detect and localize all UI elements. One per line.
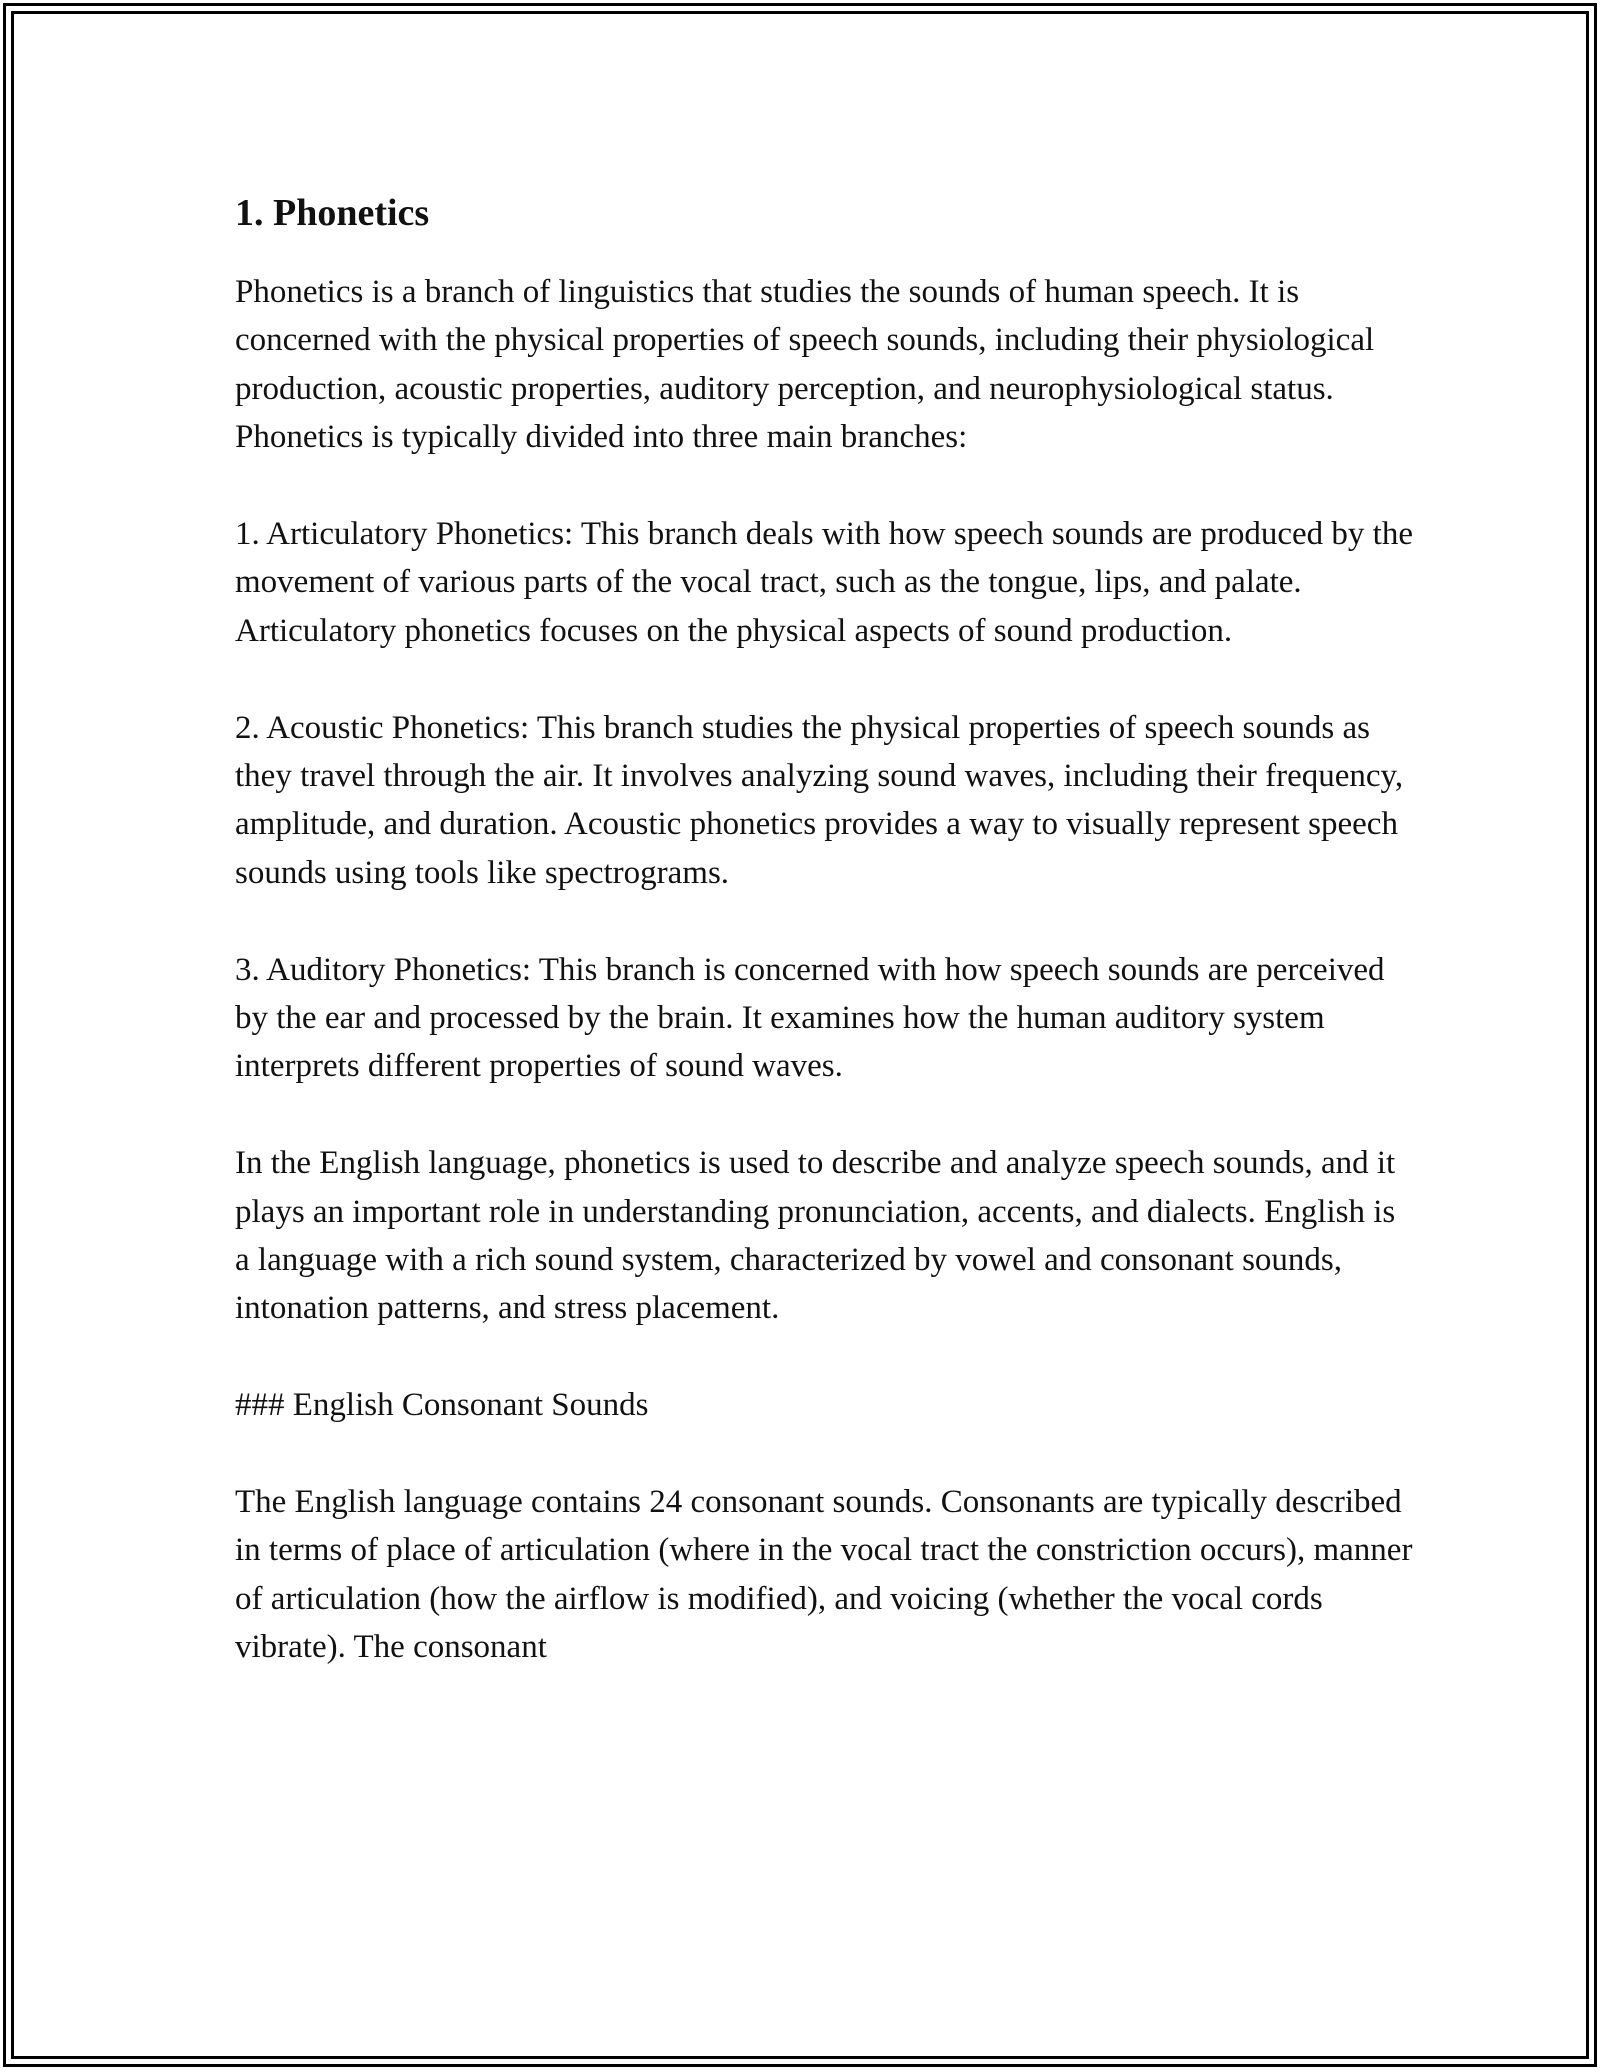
- consonant-subheading: ### English Consonant Sounds: [235, 1387, 649, 1424]
- articulatory-paragraph: 1. Articulatory Phonetics: This branch deals with how speech sounds are produced by the movement of various parts of the vocal tract, such as the tongue, lips, and palate. Articulatory phonetics focuses on the physical aspects of sound production.: [235, 516, 1413, 649]
- acoustic-paragraph: 2. Acoustic Phonetics: This branch studies the physical properties of speech sounds as they travel through the air. It involves analyzing sound waves, including their frequency, amplitude, and duration. Acoustic phonetics provides a way to visually represent speech sounds using tools like spectrograms.: [235, 709, 1404, 891]
- document-body: [235, 186, 1415, 1672]
- consonant-paragraph: The English language contains 24 consonant sounds. Consonants are typically described in terms of place of articulation (where in the vocal tract the constriction occurs), manner of articulation (how the airflow is modified), and voicing (whether the vocal cords vibrate). The consonant: [235, 1484, 1413, 1666]
- english-phonetics-paragraph: In the English language, phonetics is used to describe and analyze speech sounds, and it plays an important role in understanding pronunciation, accents, and dialects. English is a language with a rich sound system, characterized by vowel and consonant sounds, intonation patterns, and stress placement.: [235, 1145, 1396, 1327]
- auditory-paragraph: 3. Auditory Phonetics: This branch is concerned with how speech sounds are perceived by the ear and processed by the brain. It examines how the human auditory system interprets different properties of sound waves.: [235, 951, 1385, 1085]
- intro-paragraph: Phonetics is a branch of linguistics that studies the sounds of human speech. It is concerned with the physical properties of speech sounds, including their physiological production, acoustic properties, auditory perception, and neurophysiological status. Phonetics is typically divided into three main branches:: [235, 274, 1375, 456]
- section-heading: 1. Phonetics: [235, 192, 430, 234]
